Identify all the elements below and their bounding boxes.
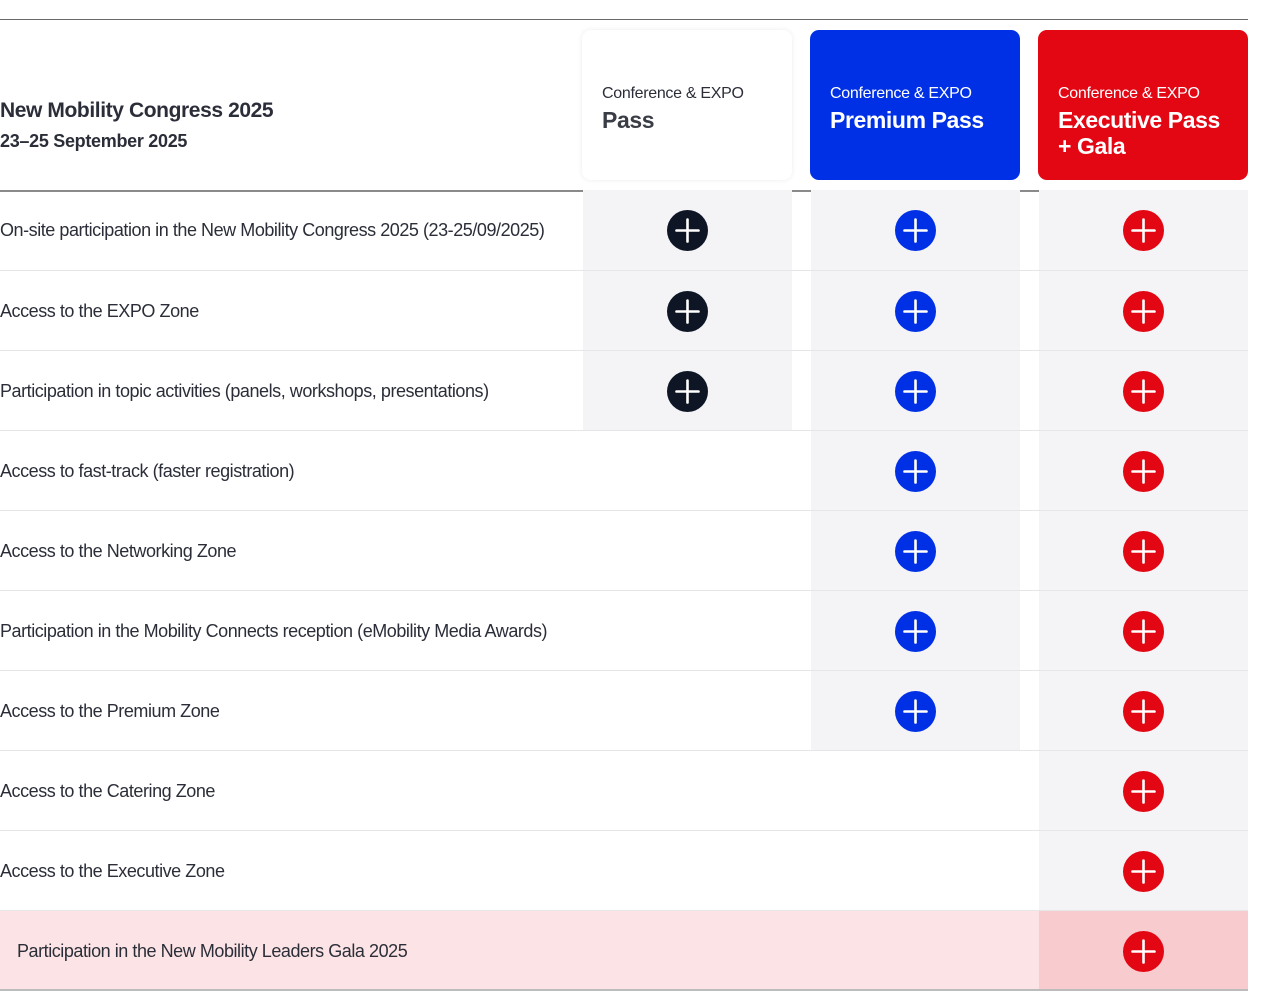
- event-dates: 23–25 September 2025: [0, 131, 188, 151]
- feature-row: [0, 351, 1248, 431]
- plus-circle-icon: [1123, 691, 1164, 732]
- plus-circle-icon: [895, 531, 936, 572]
- feature-cell: [583, 190, 792, 270]
- feature-cell: [1039, 591, 1248, 670]
- event-info: [0, 98, 560, 152]
- feature-cell: [811, 351, 1020, 430]
- feature-label: Access to the Catering Zone: [0, 781, 215, 801]
- feature-row: [0, 190, 1248, 271]
- pass-subtitle: Conference & EXPO: [1058, 85, 1200, 102]
- feature-row: [0, 671, 1248, 751]
- pass-name: Premium Pass: [830, 107, 984, 133]
- feature-cell: [811, 671, 1020, 750]
- feature-label: Access to the Networking Zone: [0, 541, 237, 561]
- feature-cell: [583, 591, 792, 670]
- feature-row: [0, 591, 1248, 671]
- feature-label: Access to the Premium Zone: [0, 701, 220, 721]
- plus-circle-icon: [895, 451, 936, 492]
- plus-circle-icon: [1123, 291, 1164, 332]
- plus-circle-icon: [1123, 451, 1164, 492]
- feature-cell: [1039, 911, 1248, 989]
- feature-cell: [811, 591, 1020, 670]
- plus-circle-icon: [667, 291, 708, 332]
- pass-subtitle: Conference & EXPO: [830, 85, 972, 102]
- pass-card-executive[interactable]: [1038, 30, 1248, 180]
- feature-row: [0, 271, 1248, 351]
- feature-cell: [811, 911, 1020, 989]
- feature-label: On-site participation in the New Mobility Congress 2025 (23-25/09/2025): [0, 220, 545, 240]
- feature-rows: [0, 190, 1248, 991]
- feature-row: [0, 431, 1248, 511]
- feature-cell: [811, 271, 1020, 350]
- feature-cell: [583, 431, 792, 510]
- plus-circle-icon: [667, 371, 708, 412]
- feature-row: [0, 511, 1248, 591]
- feature-cell: [1039, 190, 1248, 270]
- plus-circle-icon: [1123, 371, 1164, 412]
- feature-cell: [583, 831, 792, 910]
- feature-label: Access to the EXPO Zone: [0, 301, 199, 321]
- plus-circle-icon: [895, 210, 936, 251]
- feature-row: [0, 831, 1248, 911]
- feature-cell: [1039, 351, 1248, 430]
- feature-label: Access to the Executive Zone: [0, 861, 225, 881]
- plus-circle-icon: [1123, 531, 1164, 572]
- feature-cell: [1039, 511, 1248, 590]
- feature-label: Participation in the New Mobility Leaders Gala 2025: [17, 941, 408, 961]
- feature-cell: [583, 671, 792, 750]
- table-header: [0, 20, 1248, 190]
- event-title: New Mobility Congress 2025: [0, 99, 274, 122]
- plus-circle-icon: [895, 291, 936, 332]
- feature-cell: [583, 351, 792, 430]
- pass-card-premium[interactable]: [810, 30, 1020, 180]
- pass-name: Pass: [602, 107, 655, 133]
- feature-cell: [583, 751, 792, 830]
- plus-circle-icon: [667, 210, 708, 251]
- feature-cell: [811, 751, 1020, 830]
- feature-cell: [583, 911, 792, 989]
- feature-cell: [1039, 671, 1248, 750]
- feature-label: Access to fast-track (faster registration): [0, 461, 295, 481]
- feature-cell: [1039, 271, 1248, 350]
- plus-circle-icon: [895, 611, 936, 652]
- plus-circle-icon: [1123, 210, 1164, 251]
- pass-subtitle: Conference & EXPO: [602, 85, 744, 102]
- plus-circle-icon: [1123, 851, 1164, 892]
- feature-cell: [811, 431, 1020, 510]
- pass-card-conference[interactable]: [582, 30, 792, 180]
- plus-circle-icon: [895, 691, 936, 732]
- feature-cell: [583, 511, 792, 590]
- plus-circle-icon: [895, 371, 936, 412]
- plus-circle-icon: [1123, 771, 1164, 812]
- feature-cell: [811, 831, 1020, 910]
- feature-cell: [811, 190, 1020, 270]
- feature-cell: [583, 271, 792, 350]
- feature-cell: [1039, 751, 1248, 830]
- pass-name: Executive Pass + Gala: [1058, 107, 1220, 159]
- feature-label: Participation in the Mobility Connects reception (eMobility Media Awards): [0, 621, 548, 641]
- feature-cell: [811, 511, 1020, 590]
- feature-row: [0, 751, 1248, 831]
- plus-circle-icon: [1123, 611, 1164, 652]
- feature-cell: [1039, 831, 1248, 910]
- feature-row-highlight: [0, 911, 1248, 991]
- plus-circle-icon: [1123, 931, 1164, 972]
- feature-cell: [1039, 431, 1248, 510]
- feature-label: Participation in topic activities (panels, workshops, presentations): [0, 381, 489, 401]
